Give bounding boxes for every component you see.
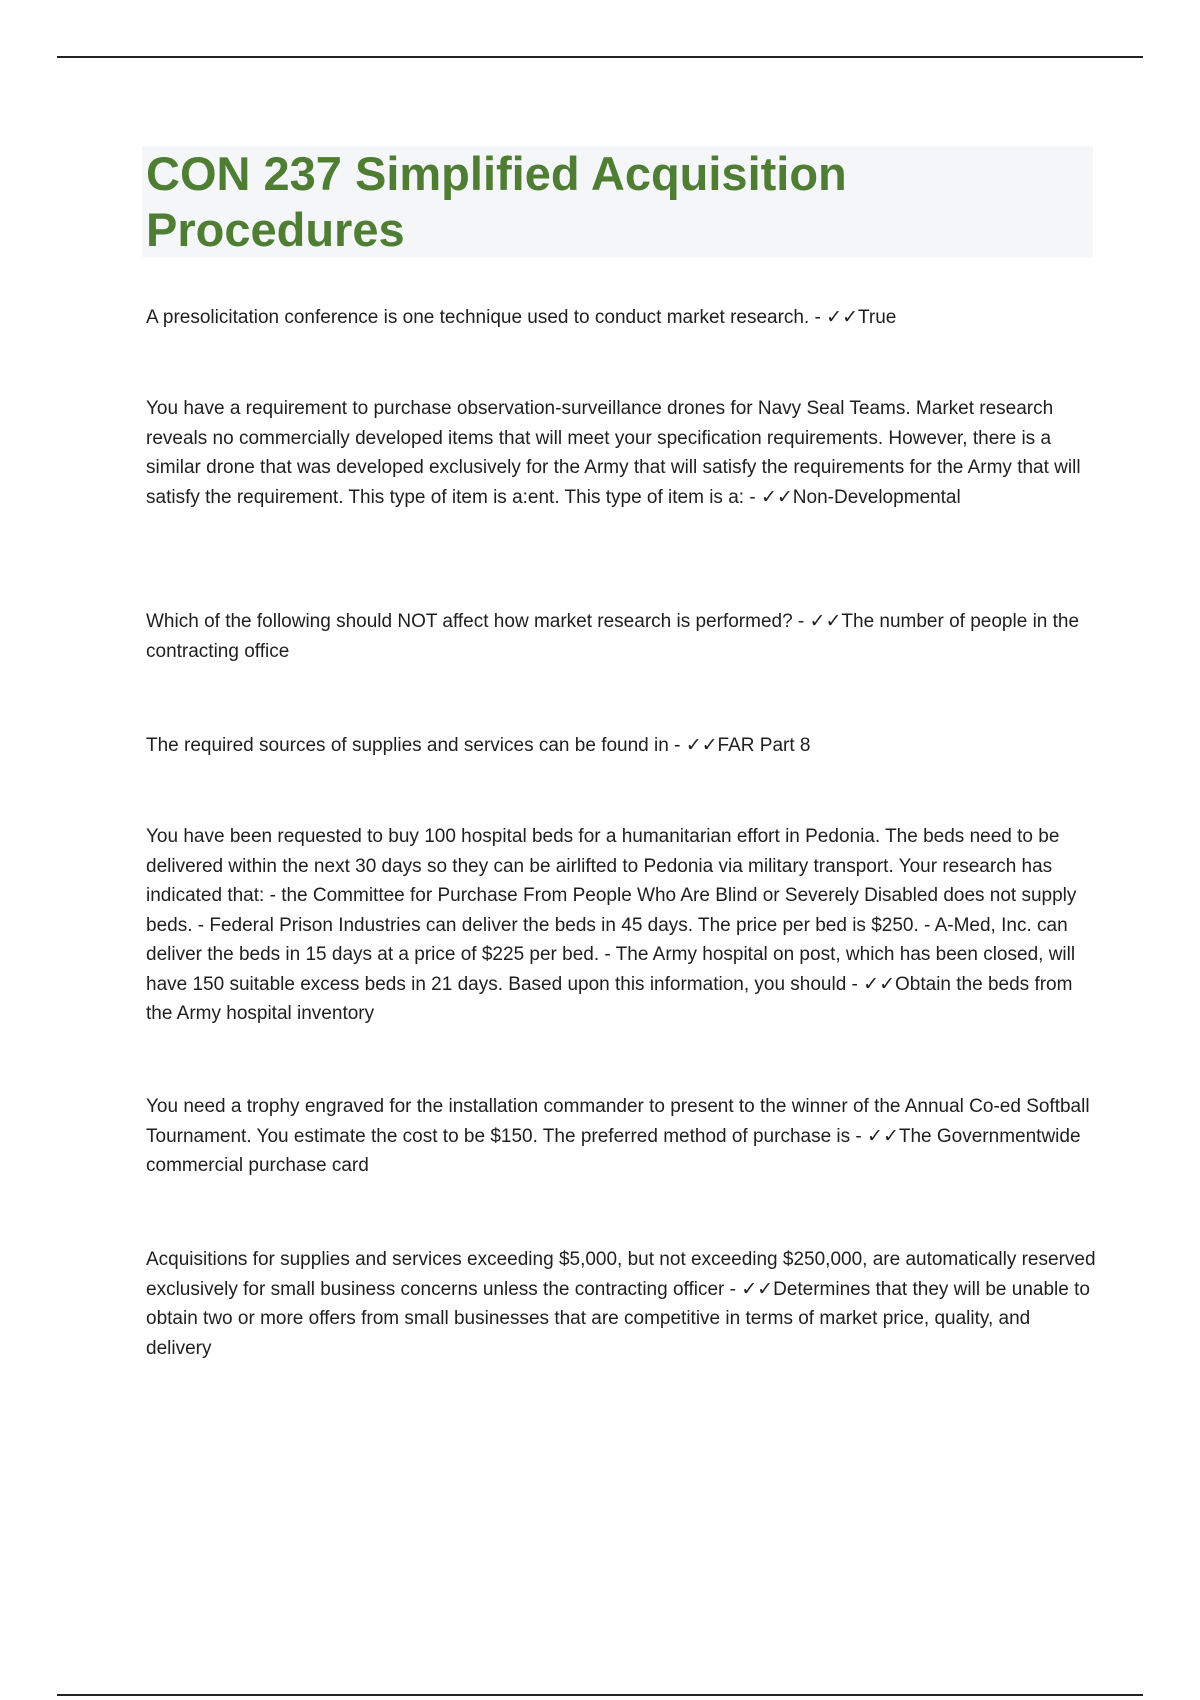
qa-item-4 (146, 731, 1096, 761)
check-marks: ✓✓ (826, 307, 859, 328)
answer-text: FAR Part 8 (717, 735, 811, 756)
answer-text: Determines that they will be unable to obtain two or more offers from small businesses that are competitive in terms of market price, quality, and delivery (146, 1278, 1090, 1359)
answer-text: Obtain the beds from the Army hospital inventory (146, 973, 1073, 1024)
answer-text: True (858, 307, 897, 328)
document-title: CON 237 Simplified Acquisition Procedures (146, 147, 847, 256)
question-text: You need a trophy engraved for the installation commander to present to the winner of the Annual Co-ed Softball Tournament. You estimate the cost to be $150. The preferred method of purchase is - (146, 1096, 1090, 1147)
title-banner (142, 146, 1093, 257)
answer-text: The number of people in the contracting office (146, 611, 1080, 662)
question-text: The required sources of supplies and services can be found in - (146, 735, 686, 756)
check-marks: ✓✓ (760, 486, 793, 508)
question-text: You have been requested to buy 100 hospital beds for a humanitarian effort in Pedonia. The beds need to be delivered within the next 30 days so they can be airlifted to Pedonia via military transport. Your research has indicated that: - the Committee for Purchase From People Who Are Blind or Severely Disabled does not supply beds. - Federal Prison Industries can deliver the beds in 45 days. The price per bed is $250. - A-Med, Inc. can deliver the beds in 15 days at a price of $225 per bed. - The Army hospital on post, which has been closed, will have 150 suitable excess beds in 21 days. Based upon this information, you should - (146, 826, 1077, 995)
qa-item-3 (146, 607, 1096, 666)
check-marks: ✓✓ (863, 973, 896, 995)
answer-text: Non-Developmental (792, 486, 961, 508)
question-text: Acquisitions for supplies and services exceeding $5,000, but not exceeding $250,000, are automatically reserved exclusively for small business concerns unless the contracting officer - (146, 1249, 1096, 1300)
answer-text: The Governmentwide commercial purchase card (146, 1125, 1081, 1176)
bottom-rule (57, 1694, 1143, 1696)
question-text: A presolicitation conference is one technique used to conduct market research. - (146, 307, 827, 328)
top-rule (57, 56, 1143, 58)
check-marks: ✓✓ (809, 611, 842, 632)
qa-item-1 (146, 303, 1096, 333)
check-marks: ✓✓ (741, 1278, 774, 1300)
qa-item-6 (146, 1092, 1096, 1181)
qa-item-5 (146, 822, 1096, 1029)
question-text: Which of the following should NOT affect how market research is performed? - (146, 611, 810, 632)
question-text: You have a requirement to purchase observation-surveillance drones for Navy Seal Teams. Market research reveals no commercially developed items that will meet your specification requirements. However, there is a similar drone that was developed exclusively for the Army that will satisfy the requirements for the Army that will satisfy the requirement. This type of item is a:ent. This type of item is a: - (146, 398, 1081, 508)
qa-item-2 (146, 394, 1096, 512)
qa-item-7 (146, 1245, 1096, 1363)
check-marks: ✓✓ (867, 1125, 899, 1147)
check-marks: ✓✓ (685, 735, 718, 756)
